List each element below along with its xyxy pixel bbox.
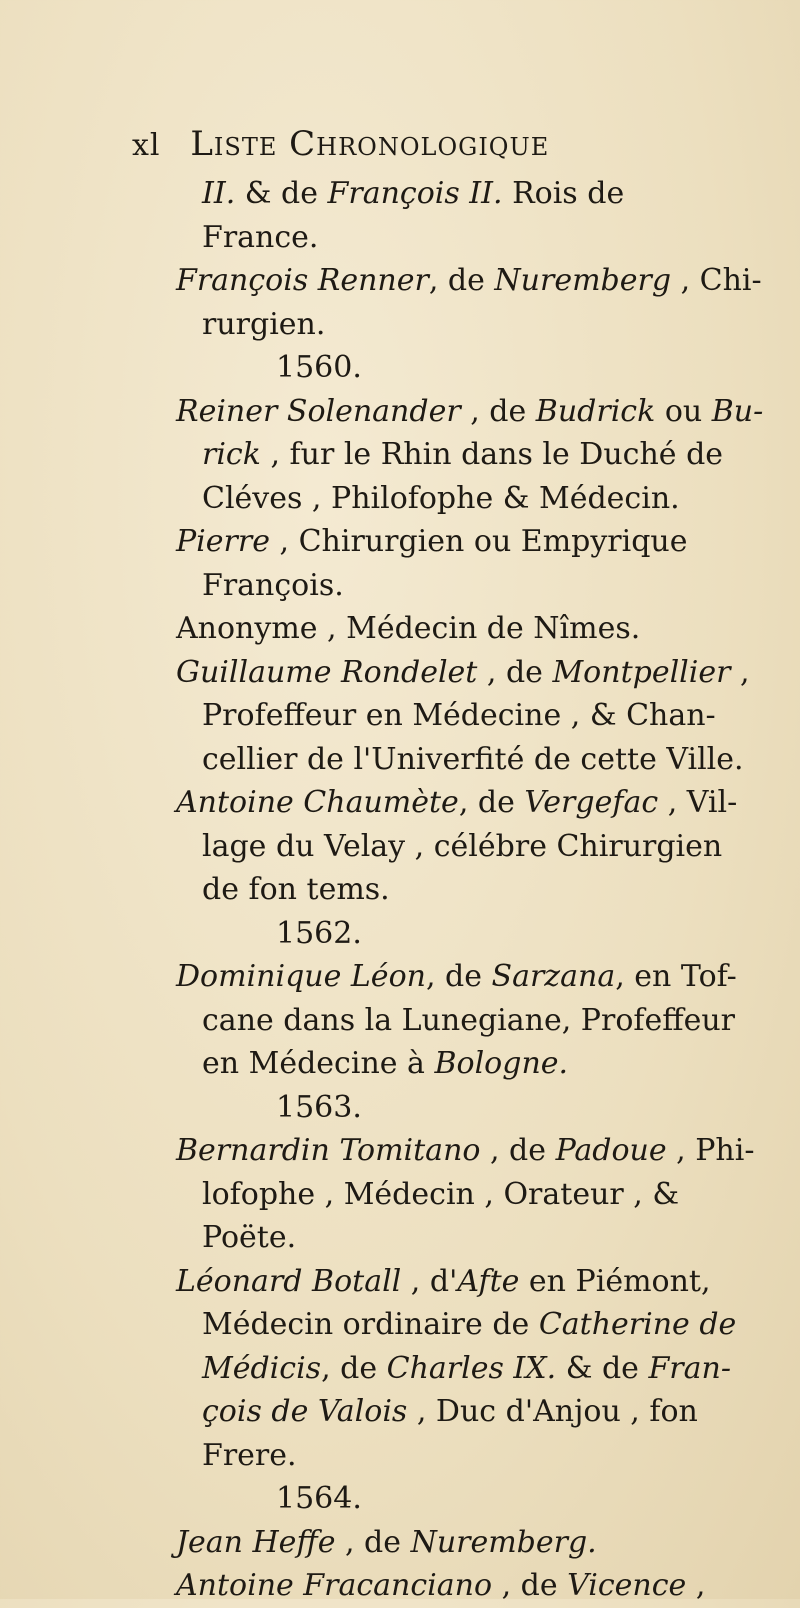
- text-span: ,: [730, 654, 750, 690]
- text-line: [176, 1347, 776, 1391]
- italic-text: Budrick: [535, 393, 656, 429]
- running-header: [132, 124, 549, 164]
- italic-text: Antoine Chaumète: [176, 785, 459, 820]
- italic-text: Léonard Botall: [176, 1263, 402, 1299]
- italic-text: rick: [202, 437, 261, 472]
- text-span: , de: [477, 654, 553, 690]
- text-span: , de: [480, 1133, 556, 1168]
- text-span: , Phi-: [666, 1133, 755, 1168]
- text-span: Anonyme , Médecin de Nîmes.: [176, 611, 641, 646]
- text-line: [176, 1216, 776, 1260]
- text-line: [176, 172, 776, 216]
- text-span: 1560.: [276, 350, 362, 385]
- text-span: , d': [401, 1263, 458, 1299]
- text-span: ,: [686, 1568, 706, 1603]
- italic-text: çois de Valois: [202, 1394, 408, 1429]
- italic-text: Médicis: [202, 1350, 322, 1386]
- italic-text: Bu-: [711, 393, 764, 429]
- text-span: lofophe , Médecin , Orateur , &: [202, 1176, 680, 1212]
- text-body: [176, 172, 776, 1608]
- year-heading: [176, 1086, 776, 1130]
- text-line: [176, 1173, 776, 1217]
- italic-text: Dominique Léon: [176, 959, 426, 994]
- year-heading: [176, 912, 776, 956]
- text-span: en Médecine à: [202, 1046, 435, 1081]
- text-span: ou: [655, 393, 712, 429]
- text-line: [176, 564, 776, 608]
- text-line: [176, 1434, 776, 1478]
- italic-text: Jean Heffe: [176, 1524, 336, 1560]
- text-span: , fur le Rhin dans le Duché de: [260, 437, 724, 472]
- text-span: rurgien.: [202, 306, 326, 342]
- text-line: [176, 259, 776, 303]
- page-number: xl: [132, 128, 161, 163]
- text-span: France.: [202, 219, 319, 255]
- text-line: [176, 825, 776, 869]
- text-span: Médecin ordinaire de: [202, 1307, 539, 1342]
- text-span: , Chi-: [671, 263, 762, 298]
- text-span: Rois de: [502, 176, 625, 211]
- italic-text: Bernardin Tomitano: [176, 1133, 481, 1168]
- italic-text: Vergefac: [524, 785, 659, 820]
- text-line: [176, 1564, 776, 1608]
- text-line: [176, 1390, 776, 1434]
- text-line: [176, 1521, 776, 1565]
- italic-text: Afte: [457, 1263, 520, 1299]
- italic-text: Nuremberg: [494, 263, 672, 298]
- text-line: [176, 390, 776, 434]
- italic-text: Sarzana: [491, 959, 616, 994]
- text-span: 1563.: [276, 1089, 362, 1125]
- text-line: [176, 1303, 776, 1347]
- italic-text: Montpellier: [552, 654, 731, 690]
- text-line: [176, 303, 776, 347]
- text-span: Profeffeur en Médecine , & Chan-: [202, 698, 716, 733]
- text-span: , Vil-: [658, 785, 738, 820]
- text-span: , Chirurgien ou Empyrique: [269, 524, 688, 559]
- text-line: [176, 694, 776, 738]
- text-line: [176, 607, 776, 651]
- text-span: cellier de l'Univerfité de cette Ville.: [202, 741, 744, 777]
- text-line: [176, 738, 776, 782]
- italic-text: Nuremberg.: [410, 1524, 597, 1560]
- text-line: [176, 651, 776, 695]
- italic-text: Antoine Fracanciano: [176, 1568, 493, 1603]
- italic-text: Reiner Solenander: [176, 393, 461, 429]
- text-span: cane dans la Lunegiane, Profeffeur: [202, 1002, 735, 1038]
- text-line: [176, 1260, 776, 1304]
- italic-text: Guillaume Rondelet: [176, 654, 478, 690]
- italic-text: Charles IX.: [386, 1350, 557, 1386]
- text-span: & de: [556, 1350, 649, 1386]
- text-line: [176, 1129, 776, 1173]
- text-line: [176, 433, 776, 477]
- text-span: Frere.: [202, 1437, 297, 1473]
- italic-text: Pierre: [176, 524, 270, 559]
- year-heading: [176, 346, 776, 390]
- text-span: , de: [458, 785, 525, 820]
- italic-text: II.: [202, 176, 236, 211]
- year-heading: [176, 1477, 776, 1521]
- text-span: lage du Velay , célébre Chirurgien: [202, 828, 723, 864]
- italic-text: Vicence: [567, 1568, 687, 1603]
- italic-text: Padoue: [555, 1133, 667, 1168]
- text-span: 1562.: [276, 915, 362, 951]
- text-span: , en Tof-: [615, 959, 737, 994]
- header-title: Liste Chronologique: [190, 124, 550, 164]
- text-span: , de: [492, 1568, 568, 1603]
- italic-text: Catherine de: [538, 1307, 737, 1342]
- text-span: & de: [235, 176, 328, 211]
- text-line: [176, 477, 776, 521]
- text-line: [176, 781, 776, 825]
- text-span: , de: [425, 959, 492, 994]
- text-line: [176, 868, 776, 912]
- text-line: [176, 1042, 776, 1086]
- text-line: [176, 955, 776, 999]
- text-line: [176, 999, 776, 1043]
- italic-text: Bologne.: [434, 1046, 569, 1081]
- italic-text: François Renner: [176, 263, 429, 298]
- text-span: en Piémont,: [519, 1263, 711, 1299]
- text-span: , de: [428, 263, 495, 298]
- text-line: [176, 216, 776, 260]
- italic-text: Fran-: [648, 1350, 731, 1386]
- text-span: , de: [460, 393, 536, 429]
- text-span: Poëte.: [202, 1220, 297, 1255]
- text-span: François.: [202, 567, 344, 603]
- italic-text: François II.: [327, 176, 503, 211]
- text-span: , de: [335, 1524, 411, 1560]
- text-span: Cléves , Philofophe & Médecin.: [202, 480, 680, 516]
- text-line: [176, 520, 776, 564]
- text-span: 1564.: [276, 1481, 362, 1516]
- text-span: de fon tems.: [202, 872, 390, 907]
- text-span: , Duc d'Anjou , fon: [407, 1394, 698, 1429]
- text-span: , de: [321, 1350, 387, 1386]
